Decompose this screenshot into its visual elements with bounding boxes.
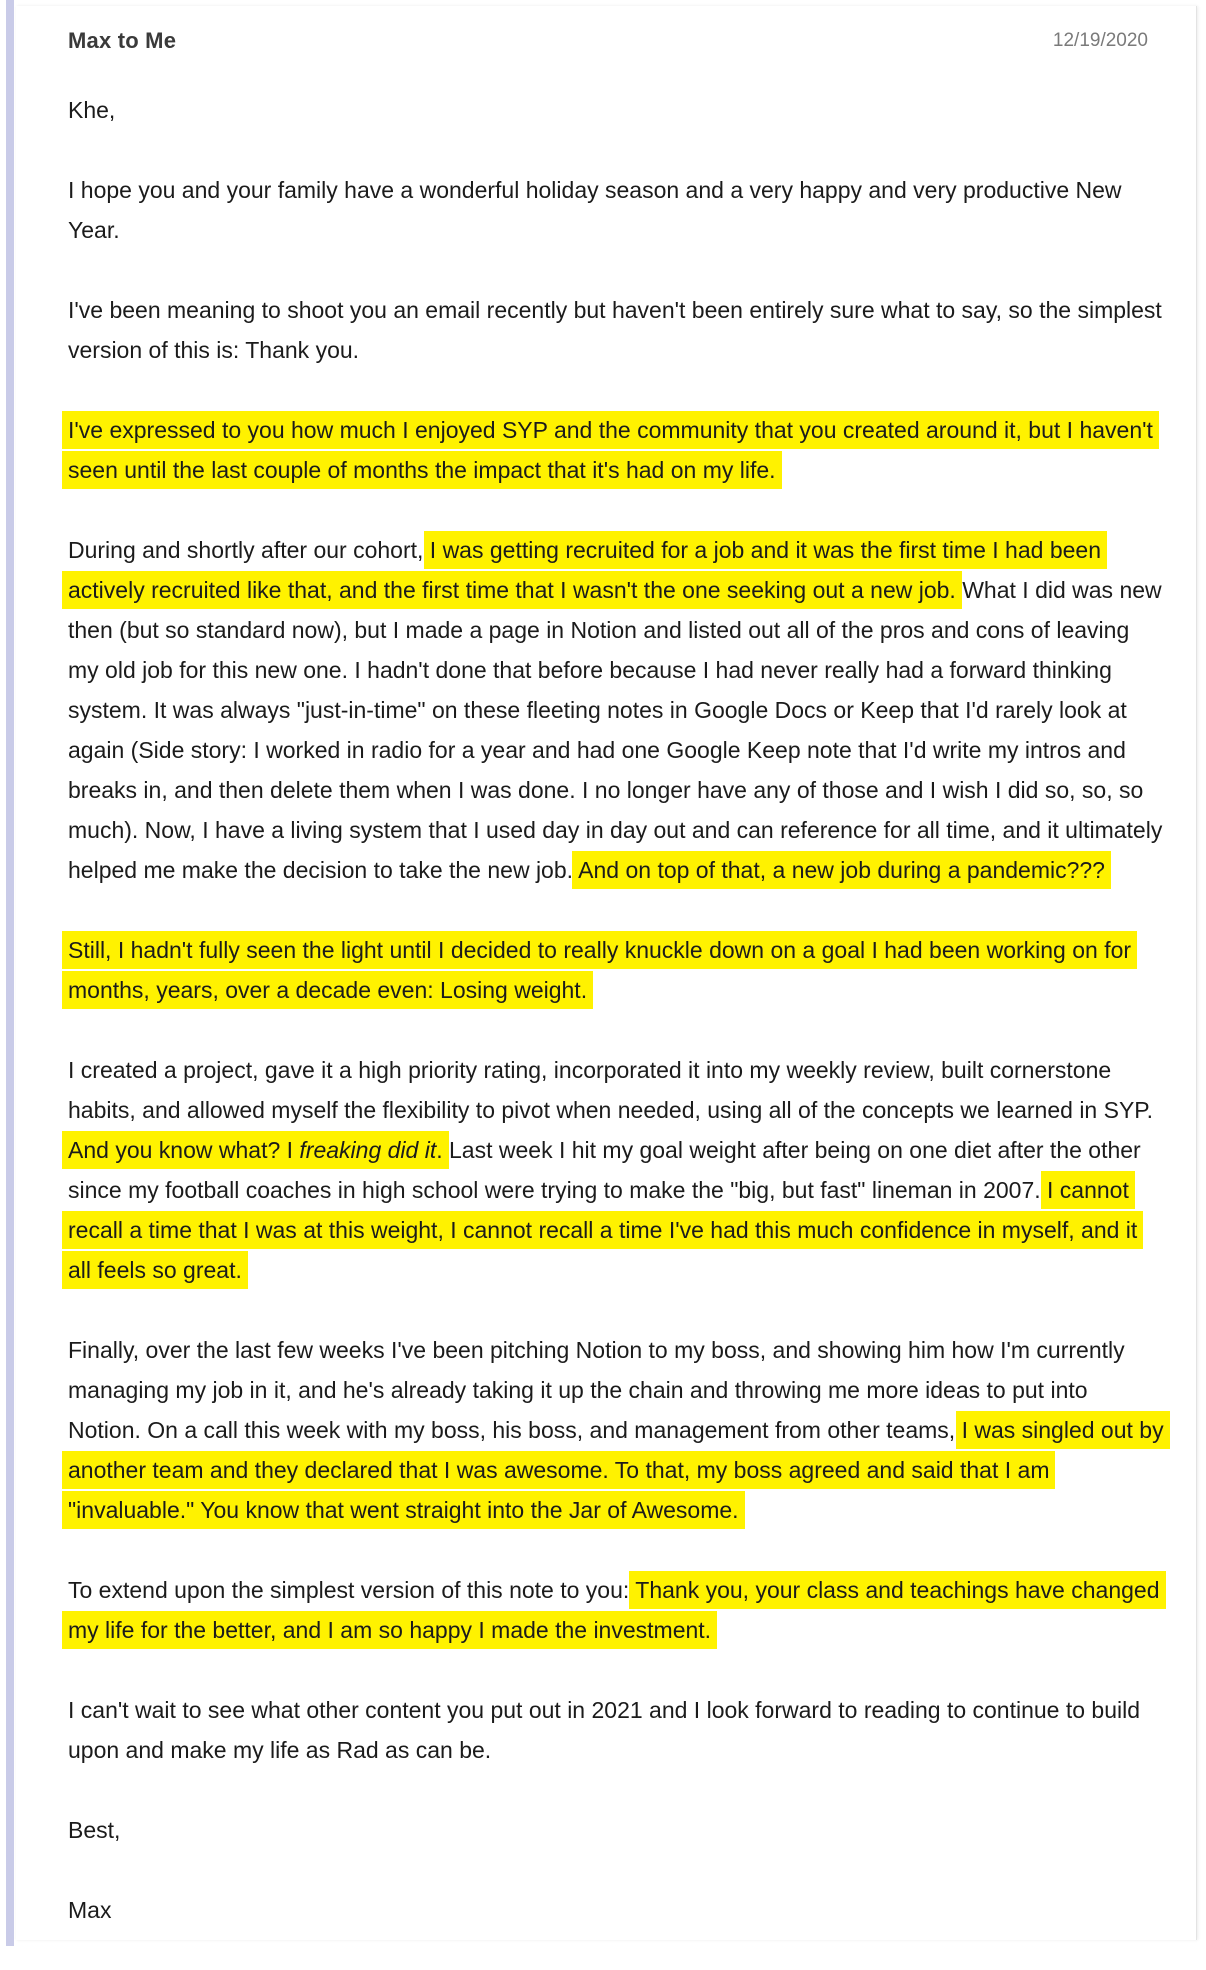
email-body [68,90,1164,1970]
paragraph-project [68,1050,1164,1290]
paragraph-thank-you: I've been meaning to shoot you an email recently but haven't been entirely sure what to say, so the simplest version of this is: Thank you. [68,297,1162,363]
paragraph-2021: I can't wait to see what other content you put out in 2021 and I look forward to reading to continue to build upon and make my life as Rad as can be. [68,1697,1141,1763]
signoff: Best, [68,1817,121,1843]
highlight-impact: I've expressed to you how much I enjoyed SYP and the community that you created around it, but I haven't seen until the last couple of months the impact that it's had on my life. [68,417,1153,483]
signature: Max [68,1897,112,1923]
paragraph-boss [68,1330,1164,1530]
thread-accent-bar [6,0,14,1946]
text-notion-system: What I did was new then (but so standard now), but I made a page in Notion and listed out all of the pros and cons of leaving my old job for this new one. I hadn't done that before because I had never really had a forward thinking system. It was always "just-in-time" on these fleeting notes in Google Docs or Keep that I'd rarely look at again (Side story: I worked in radio for a year and had one Google Keep note that I'd write my intros and breaks in, and then delete them when I was done. I no longer have any of those and I wish I did so, so, so much). Now, I have a living system that I used day in day out and can reference for all time, and it ultimately helped me make the decision to take the new job. [68,577,1163,883]
email-card [16,6,1197,1940]
greeting: Khe, [68,97,116,123]
paragraph-weight-goal [68,930,1164,1010]
text-pitching-notion: Finally, over the last few weeks I've been pitching Notion to my boss, and showing him how I'm currently managing my job in it, and he's already taking it up the chain and throwing me more ideas to put into Notion. On a call this week with my boss, his boss, and management from other teams, [68,1337,1125,1443]
paragraph-holiday: I hope you and your family have a wonderful holiday season and a very happy and very productive New Year. [68,177,1122,243]
text-cohort: During and shortly after our cohort, [68,537,430,563]
paragraph-new-job [68,530,1164,890]
highlight-changed-life: Thank you, your class and teachings have changed my life for the better, and I am so happy I made the investment. [68,1577,1160,1643]
paragraph-impact [68,410,1164,490]
sender-label[interactable]: Max to Me [68,28,177,53]
text-period: . [436,1137,443,1163]
text-extend: To extend upon the simplest version of this note to you: [68,1577,636,1603]
highlight-weight-goal: Still, I hadn't fully seen the light until I decided to really knuckle down on a goal I had been working on for months, years, over a decade even: Losing weight. [68,937,1132,1003]
text-freaking-did-it: freaking did it [299,1137,437,1163]
email-date: 12/19/2020 [1052,30,1148,51]
highlight-did-it [68,1137,443,1163]
highlight-awesome: I was singled out by another team and they declared that I was awesome. To that, my boss agreed and said that I am "invaluable." You know that went straight into the Jar of Awesome. [68,1417,1164,1523]
highlight-recruited: I was getting recruited for a job and it was the first time I had been actively recruited like that, and the first time that I wasn't the one seeking out a new job. [68,537,1101,603]
highlight-confidence: I cannot recall a time that I was at this weight, I cannot recall a time I've had this much confidence in myself, and it all feels so great. [68,1177,1138,1283]
highlight-pandemic: And on top of that, a new job during a pandemic??? [578,857,1105,883]
text-project: I created a project, gave it a high priority rating, incorporated it into my weekly review, built cornerstone habits, and allowed myself the flexibility to pivot when needed, using all of the concepts we learned in SYP. [68,1057,1154,1123]
text-goal-weight: Last week I hit my goal weight after being on one diet after the other since my football coaches in high school were trying to make the "big, but fast" lineman in 2007. [68,1137,1141,1203]
email-header [68,24,1148,60]
paragraph-extend [68,1570,1164,1650]
text-you-know-what: And you know what? I [68,1137,300,1163]
